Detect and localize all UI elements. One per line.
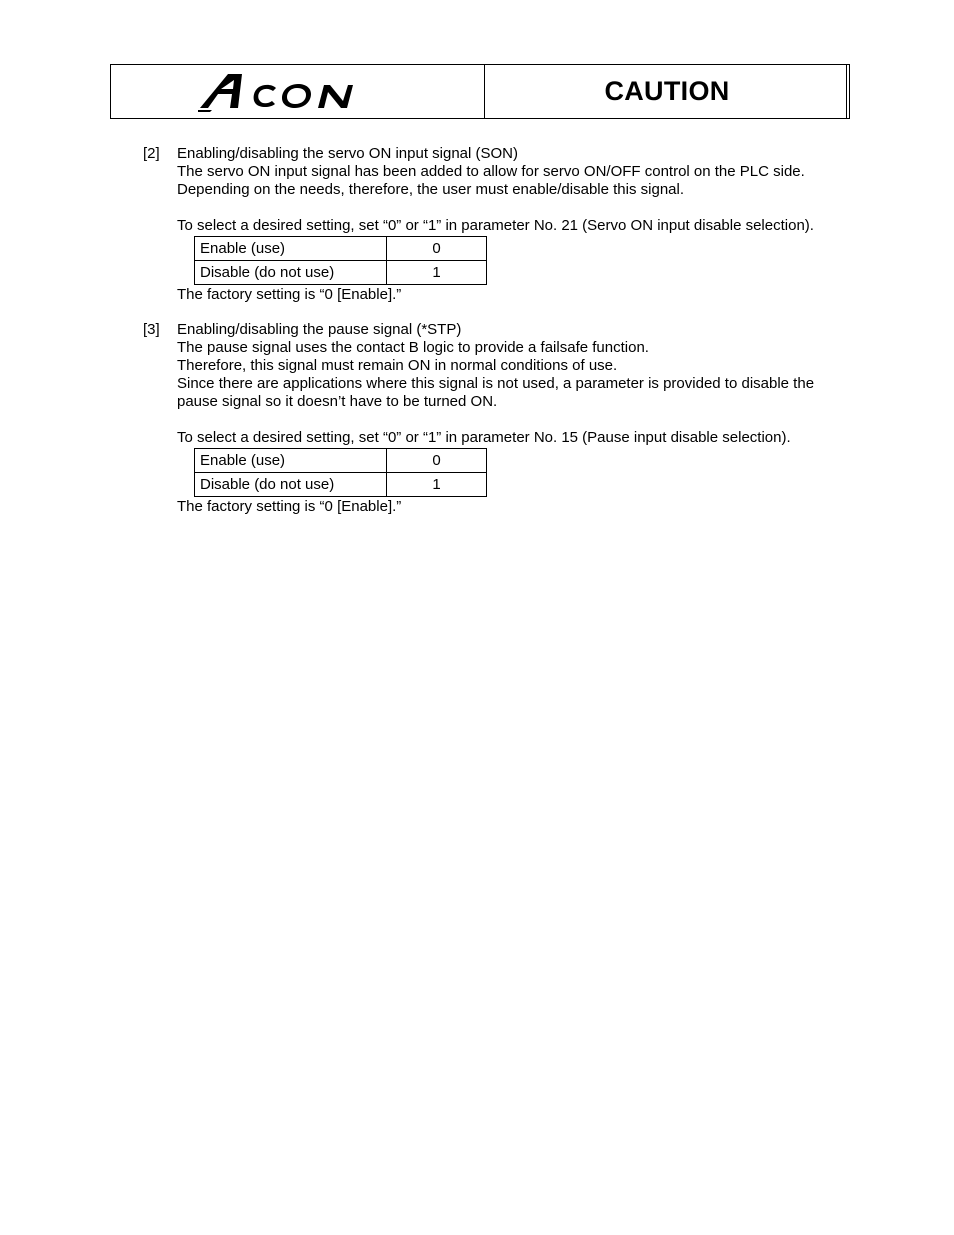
section-line: Since there are applications where this signal is not used, a parameter is provided to disable the xyxy=(177,375,815,392)
section-line: The pause signal uses the contact B logic to provide a failsafe function. xyxy=(177,339,649,356)
section-line: Therefore, this signal must remain ON in normal conditions of use. xyxy=(177,357,618,374)
section-number: [3] xyxy=(143,321,160,338)
setting-value: 1 xyxy=(387,261,487,285)
table-row xyxy=(195,449,487,473)
setting-table xyxy=(194,448,487,497)
section-instruction: To select a desired setting, set “0” or “1” in parameter No. 15 (Pause input disable selection). xyxy=(177,429,791,446)
factory-setting: The factory setting is “0 [Enable].” xyxy=(177,498,402,515)
page-title: CAUTION xyxy=(604,76,730,106)
setting-value: 0 xyxy=(387,237,487,261)
factory-setting: The factory setting is “0 [Enable].” xyxy=(177,286,402,303)
setting-value: 1 xyxy=(387,473,487,497)
section-number: [2] xyxy=(143,145,160,162)
section-instruction: To select a desired setting, set “0” or “1” in parameter No. 21 (Servo ON input disable selection). xyxy=(177,217,814,234)
setting-table xyxy=(194,236,487,285)
section-body xyxy=(177,321,853,516)
table-row xyxy=(195,237,487,261)
table-row xyxy=(195,473,487,497)
section-pause xyxy=(143,321,853,516)
setting-label: Disable (do not use) xyxy=(195,473,387,497)
section-line: Depending on the needs, therefore, the user must enable/disable this signal. xyxy=(177,181,684,198)
setting-label: Enable (use) xyxy=(195,449,387,473)
table-row xyxy=(195,261,487,285)
logo-cell xyxy=(111,65,485,118)
section-body xyxy=(177,145,853,304)
acon-logo xyxy=(198,70,398,114)
section-line: The servo ON input signal has been added to allow for servo ON/OFF control on the PLC side. xyxy=(177,163,805,180)
section-heading: Enabling/disabling the pause signal (*STP) xyxy=(177,321,462,338)
setting-value: 0 xyxy=(387,449,487,473)
setting-label: Enable (use) xyxy=(195,237,387,261)
page-header xyxy=(110,64,850,119)
section-servo-on xyxy=(143,145,853,304)
section-heading: Enabling/disabling the servo ON input signal (SON) xyxy=(177,145,519,162)
section-line: pause signal so it doesn’t have to be turned ON. xyxy=(177,393,498,410)
setting-label: Disable (do not use) xyxy=(195,261,387,285)
